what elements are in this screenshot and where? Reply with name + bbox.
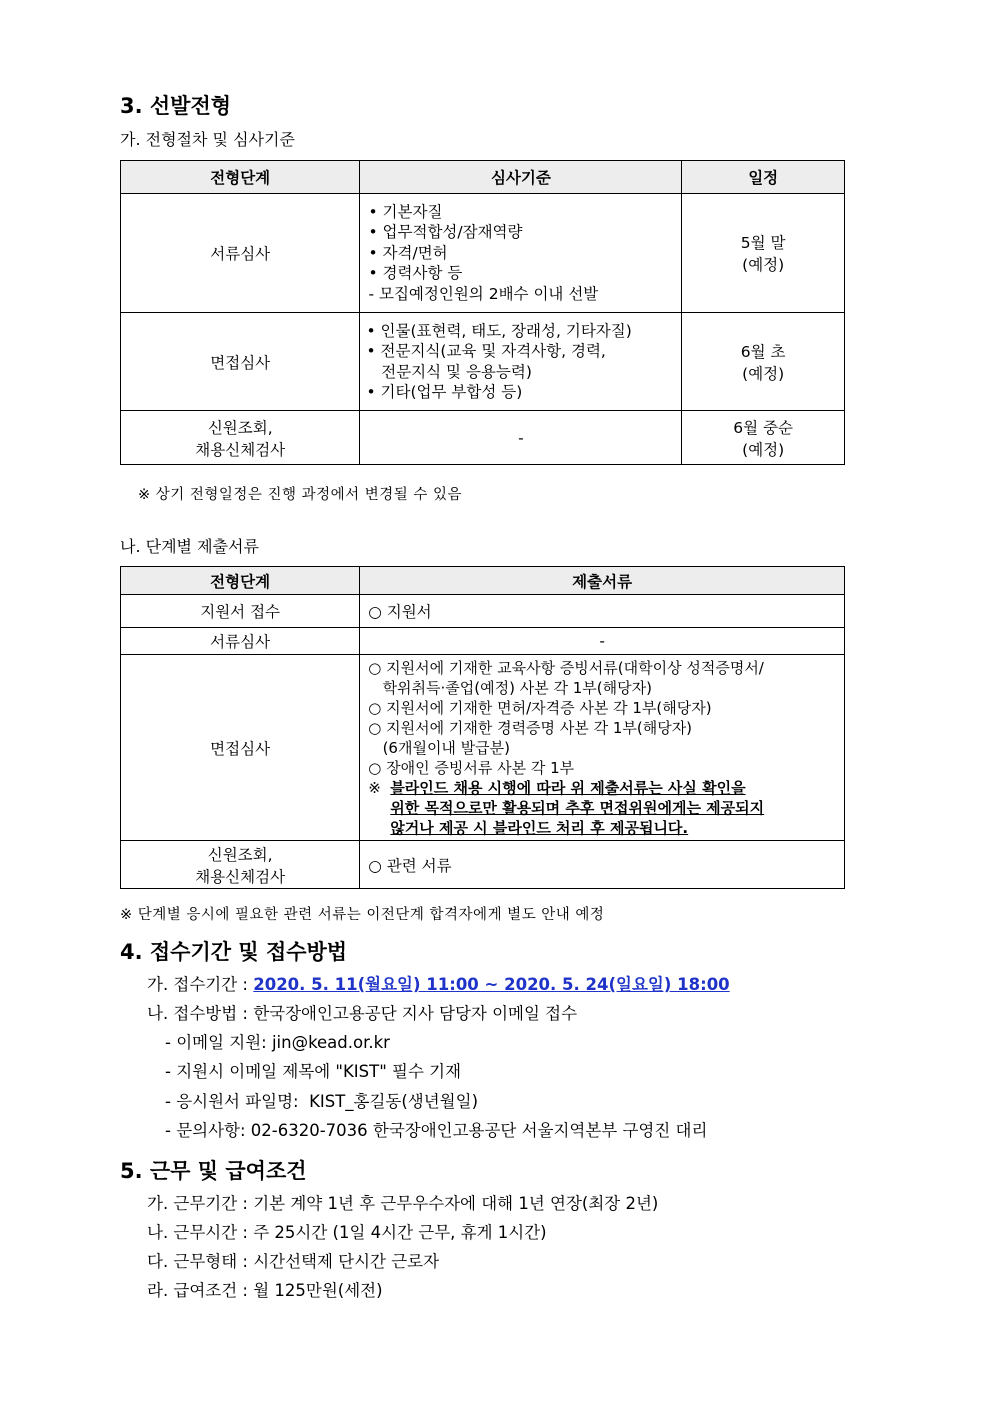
doc-item: ○ 지원서에 기재한 경력증명 사본 각 1부(해당자)	[368, 718, 693, 737]
criteria-item: • 기타(업무 부합성 등)	[366, 383, 523, 401]
table2-stage-cell	[121, 841, 360, 889]
doc-item: ○ 장애인 증빙서류 사본 각 1부	[368, 758, 575, 777]
table2-docs-cell	[360, 655, 845, 841]
schedule-line: 5월 말	[740, 234, 786, 252]
method-item: - 응시원서 파일명: KIST_홍길동(생년월일)	[165, 1092, 479, 1111]
table2-docs-cell: -	[360, 628, 845, 655]
schedule-line: 6월 중순	[733, 418, 794, 437]
table1-header-schedule: 일정	[682, 161, 845, 194]
subsection-b-title: 나. 단계별 제출서류	[120, 537, 259, 556]
criteria-item: • 전문지식(교육 및 자격사항, 경력,	[366, 342, 606, 360]
period-label: 가. 접수기간 :	[147, 975, 254, 994]
table1-schedule-cell	[682, 313, 845, 411]
criteria-item: • 업무적합성/잠재역량	[368, 223, 523, 242]
doc-item: ○ 지원서에 기재한 교육사항 증빙서류(대학이상 성적증명서/	[368, 658, 764, 677]
table1-schedule-cell	[682, 411, 845, 465]
stage-line: 채용신체검사	[195, 867, 286, 886]
section-4-title: 4. 접수기간 및 접수방법	[120, 940, 348, 964]
table2-docs-cell: ○ 관련 서류	[360, 841, 845, 889]
subsection-a-title: 가. 전형절차 및 심사기준	[120, 130, 295, 149]
schedule-line: (예정)	[742, 440, 785, 459]
work-condition-item: 가. 근무기간 : 기본 계약 1년 후 근무우수자에 대해 1년 연장(최장 2년)	[147, 1194, 659, 1213]
table-row	[121, 841, 845, 889]
stage-line: 신원조회,	[207, 845, 273, 864]
table2-stage-cell: 면접심사	[121, 655, 360, 841]
table2-header-docs: 제출서류	[360, 567, 845, 595]
table1-criteria-cell	[360, 313, 682, 411]
table-row	[121, 313, 845, 411]
table1-criteria-cell: -	[360, 411, 682, 465]
criteria-item: 전문지식 및 응용능력)	[366, 362, 532, 381]
doc-item: (6개월이내 발급분)	[368, 738, 511, 757]
criteria-item: - 모집예정인원의 2배수 이내 선발	[368, 284, 599, 303]
section-3-title: 3. 선발전형	[120, 94, 232, 118]
table1-criteria-cell	[360, 194, 682, 313]
section-5-title: 5. 근무 및 급여조건	[120, 1159, 307, 1183]
criteria-item: • 경력사항 등	[368, 264, 463, 283]
schedule-line: 6월 초	[740, 342, 786, 361]
method-item: - 문의사항: 02-6320-7036 한국장애인고용공단 서울지역본부 구영진 대리	[165, 1121, 708, 1140]
table-row	[121, 411, 845, 465]
documents-table	[120, 566, 845, 889]
period-value: 2020. 5. 11(월요일) 11:00 ~ 2020. 5. 24(일요일) 18:00	[253, 975, 730, 994]
stage-line: 채용신체검사	[195, 440, 286, 459]
application-method: 나. 접수방법 : 한국장애인고용공단 지사 담당자 이메일 접수	[147, 1004, 578, 1023]
work-condition-item: 라. 급여조건 : 월 125만원(세전)	[147, 1281, 383, 1300]
doc-item: ○ 지원서에 기재한 면허/자격증 사본 각 1부(해당자)	[368, 698, 712, 717]
table-row	[121, 628, 845, 655]
method-item: - 지원시 이메일 제목에 "KIST" 필수 기재	[165, 1062, 462, 1081]
table-row	[121, 595, 845, 628]
table2-stage-cell: 서류심사	[121, 628, 360, 655]
blind-note	[368, 778, 844, 838]
blind-note-line: 블라인드 채용 시행에 따라 위 제출서류는 사실 확인을	[390, 778, 746, 797]
work-condition-item: 나. 근무시간 : 주 25시간 (1일 4시간 근무, 휴게 1시간)	[147, 1223, 547, 1242]
stage-line: 신원조회,	[207, 418, 273, 437]
criteria-item: • 기본자질	[368, 202, 443, 221]
doc-item: 학위취득·졸업(예정) 사본 각 1부(해당자)	[368, 678, 652, 697]
table1-stage-cell: 서류심사	[121, 194, 360, 313]
schedule-note: ※ 상기 전형일정은 진행 과정에서 변경될 수 있음	[138, 487, 463, 503]
blind-note-line: 않거나 제공 시 블라인드 처리 후 제공됩니다.	[390, 818, 689, 837]
table1-header-stage: 전형단계	[121, 161, 360, 194]
blind-note-mark: ※	[368, 778, 381, 797]
schedule-line: (예정)	[742, 256, 785, 274]
criteria-item: • 자격/면허	[368, 243, 448, 262]
table-row	[121, 655, 845, 841]
table1-stage-cell	[121, 411, 360, 465]
application-period	[147, 971, 730, 995]
table1-stage-cell: 면접심사	[121, 313, 360, 411]
table1-header-criteria: 심사기준	[360, 161, 682, 194]
schedule-line: (예정)	[742, 364, 785, 383]
criteria-item: • 인물(표현력, 태도, 장래성, 기타자질)	[366, 321, 632, 340]
table2-header-stage: 전형단계	[121, 567, 360, 595]
table1-schedule-cell	[682, 194, 845, 313]
selection-criteria-table	[120, 160, 845, 465]
method-item: - 이메일 지원: jin@kead.or.kr	[165, 1033, 390, 1052]
table2-stage-cell: 지원서 접수	[121, 595, 360, 628]
work-condition-item: 다. 근무형태 : 시간선택제 단시간 근로자	[147, 1252, 440, 1271]
table-row	[121, 194, 845, 313]
documents-note: ※ 단계별 응시에 필요한 관련 서류는 이전단계 합격자에게 별도 안내 예정	[120, 907, 605, 923]
table2-docs-cell: ○ 지원서	[360, 595, 845, 628]
blind-note-line: 위한 목적으로만 활용되며 추후 면접위원에게는 제공되지	[390, 798, 765, 817]
